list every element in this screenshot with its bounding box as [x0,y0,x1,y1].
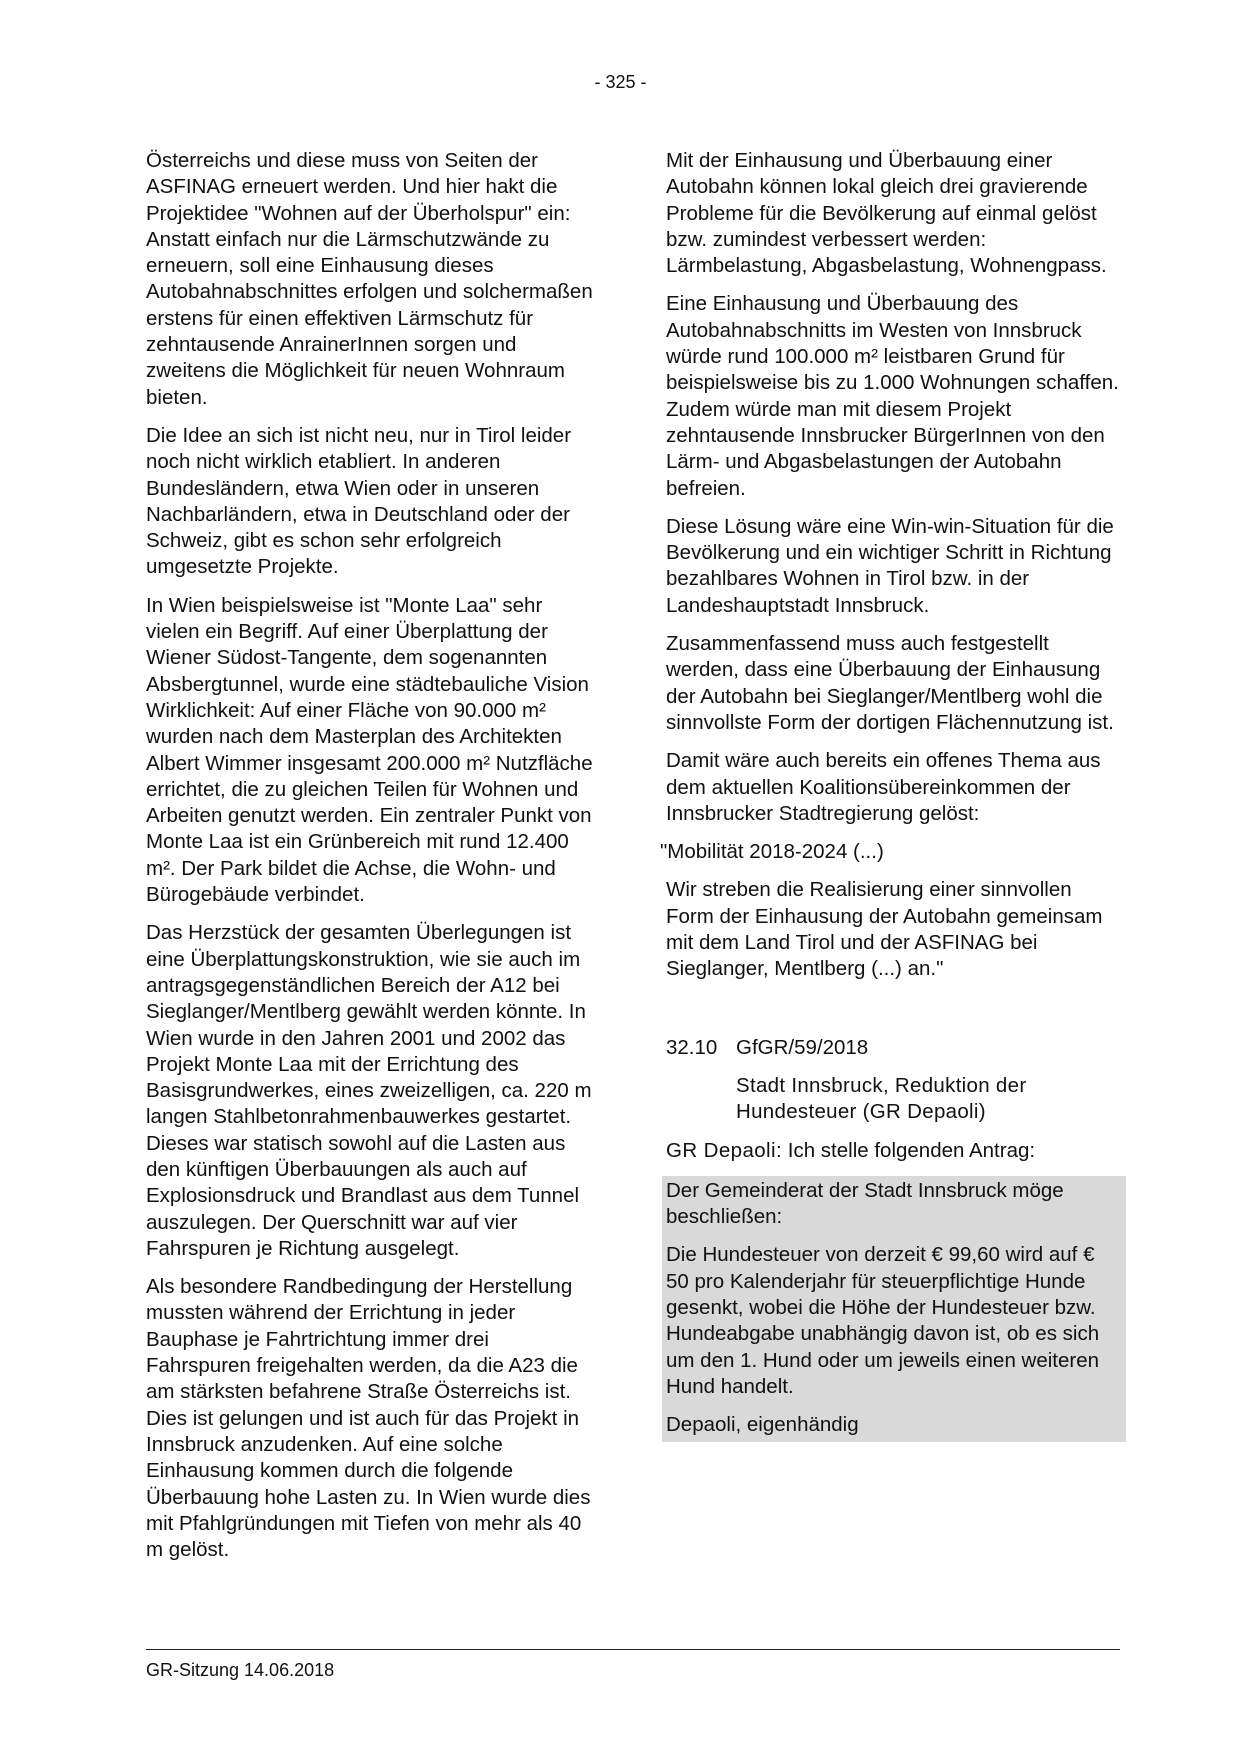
motion-speaker: GR Depaoli: [666,1138,783,1162]
motion-lead [666,1138,1120,1164]
left-paragraph-3: In Wien beispielsweise ist "Monte Laa" sehr vielen ein Begriff. Auf einer Überplattung der Wiener Südost-Tangente, dem sogenannten Absbergtunnel, wurde eine städtebauliche Vision Wirklichkeit: Auf einer Fläche von 90.000 m² wurden nach dem Masterplan des Architekten Albert Wimmer insgesamt 200.000 m² Nutzfläche errichtet, die zu gleichen Teilen für Wohnen und Arbeiten genutzt werden. Ein zentraler Punkt von Monte Laa ist ein Grünbereich mit rund 12.400 m². Der Park bildet die Achse, die Wohn- und Bürogebäude verbindet. [146,593,593,907]
right-column [660,148,1120,1442]
quote-text: Wir streben die Realisierung einer sinnvollen Form der Einhausung der Autobahn gemeinsam mit dem Land Tirol und der ASFINAG bei Sieglanger, Mentlberg (...) an." [666,878,1103,981]
agenda-item-number: 32.10 [666,1035,718,1059]
left-paragraph-5: Als besondere Randbedingung der Herstellung mussten während der Errichtung in jeder Bauphase je Fahrtrichtung immer drei Fahrspuren freigehalten werden, da die A23 die am stärksten befahrene Straße Österreichs ist. Dies ist gelungen und ist auch für das Projekt in Innsbruck anzudenken. Auf eine solche Einhausung kommen durch die folgende Überbauung hohe Lasten zu. In Wien wurde dies mit Pfahlgründungen mit Tiefen von mehr als 40 m gelöst. [146,1275,591,1562]
motion-paragraph-1: Der Gemeinderat der Stadt Innsbruck möge beschließen: [666,1178,1064,1229]
quote-intro: "Mobilität 2018-2024 (...) [660,840,884,864]
motion-paragraph-2: Die Hundesteuer von derzeit € 99,60 wird auf € 50 pro Kalenderjahr für steuerpflichtige Hunde gesenkt, wobei die Höhe der Hundesteuer bzw. Hundeabgabe unabhängig davon ist, ob es sich um den 1. Hund oder um jeweils einen weiteren Hund handelt. [666,1243,1100,1398]
right-paragraph-3: Diese Lösung wäre eine Win-win-Situation für die Bevölkerung und ein wichtiger Schritt in Richtung bezahlbares Wohnen in Tirol bzw. in der Landeshauptstadt Innsbruck. [666,514,1114,617]
motion-lead-text: Ich stelle folgenden Antrag: [782,1138,1036,1162]
motion-box [662,1176,1126,1443]
motion-signature: Depaoli, eigenhändig [666,1413,859,1437]
agenda-item-title: Stadt Innsbruck, Reduktion der Hundesteuer (GR Depaoli) [736,1073,1027,1124]
agenda-item-heading [666,1035,1120,1061]
right-paragraph-1: Mit der Einhausung und Überbauung einer Autobahn können lokal gleich drei gravierende Probleme für die Bevölkerung auf einmal gelöst bzw. zumindest verbessert werden: Lärmbelastung, Abgasbelastung, Wohnengpass. [666,149,1107,278]
left-paragraph-1: Österreichs und diese muss von Seiten der ASFINAG erneuert werden. Und hier hakt die Projektidee "Wohnen auf der Überholspur" ein: Anstatt einfach nur die Lärmschutzwände zu erneuern, soll eine Einhausung dieses Autobahnabschnittes erfolgen und solchermaßen erstens für einen effektiven Lärmschutz für zehntausende AnrainerInnen sorgen und zweitens die Möglichkeit für neuen Wohnraum bieten. [146,149,593,409]
footer-text: GR-Sitzung 14.06.2018 [146,1660,335,1680]
right-paragraph-4: Zusammenfassend muss auch festgestellt werden, dass eine Überbauung der Einhausung der Autobahn bei Sieglanger/Mentlberg wohl die sinnvollste Form der dortigen Flächennutzung ist. [666,632,1114,734]
left-paragraph-2: Die Idee an sich ist nicht neu, nur in Tirol leider noch nicht wirklich etabliert. In anderen Bundesländern, etwa Wien oder in unseren Nachbarländern, etwa in Deutschland oder der Schweiz, gibt es schon sehr erfolgreich umgesetzte Projekte. [146,423,572,579]
page-number: - 325 - [594,72,647,92]
left-paragraph-4: Das Herzstück der gesamten Überlegungen ist eine Überplattungskonstruktion, wie sie auch im antragsgegenständlichen Bereich der A12 bei Sieglanger/Mentlberg gewählt werden könnte. In Wien wurde in den Jahren 2001 und 2002 das Projekt Monte Laa mit der Errichtung des Basisgrundwerkes, eines zweizelligen, ca. 220 m langen Stahlbetonrahmenbauwerkes gestartet. Dieses war statisch sowohl auf die Lasten aus den künftigen Überbauungen als auch auf Explosionsdruck und Brandlast aus dem Tunnel auszulegen. Der Querschnitt war auf vier Fahrspuren je Richtung ausgelegt. [146,921,592,1260]
right-paragraph-2: Eine Einhausung und Überbauung des Autobahnabschnitts im Westen von Innsbruck würde rund 100.000 m² leistbaren Grund für beispielsweise bis zu 1.000 Wohnungen schaffen. Zudem würde man mit diesem Projekt zehntausende Innsbrucker BürgerInnen von den Lärm- und Abgasbelastungen der Autobahn befreien. [666,292,1119,500]
left-column [146,148,598,1575]
agenda-item-reference: GfGR/59/2018 [736,1035,869,1059]
right-paragraph-5: Damit wäre auch bereits ein offenes Thema aus dem aktuellen Koalitionsübereinkommen der Innsbrucker Stadtregierung gelöst: [666,749,1101,825]
footer-divider [146,1649,1120,1650]
